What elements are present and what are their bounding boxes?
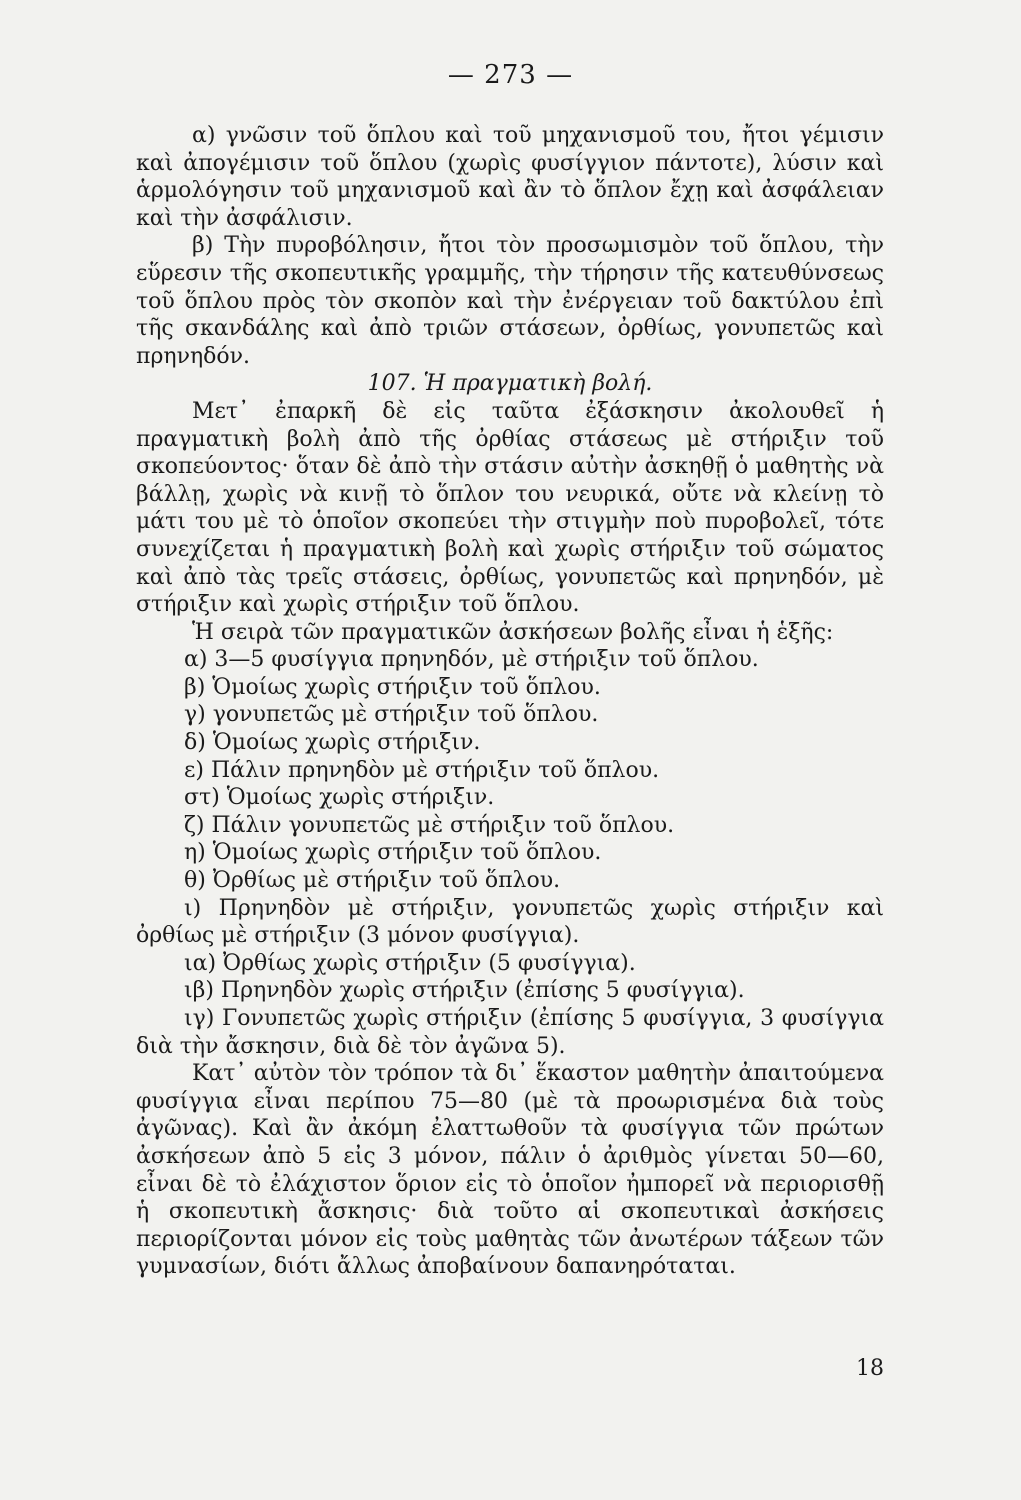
paragraph-real-shooting: Μετ᾿ ἐπαρκῆ δὲ εἰς ταῦτα ἐξάσκησιν ἀκολουθεῖ ἡ πραγματικὴ βολὴ ἀπὸ τῆς ὀρθίας στάσεως μὲ στήριξιν τοῦ σκοπεύοντος· ὅταν δὲ ἀπὸ τὴν στάσιν αὐτὴν ἀσκηθῇ ὁ μαθητὴς νὰ βάλλῃ, χωρὶς νὰ κινῇ τὸ ὅπλον του νευρικά, οὔτε νὰ κλείνῃ τὸ μάτι του μὲ τὸ ὁποῖον σκοπεύει τὴν στιγμὴν ποὺ πυροβολεῖ, τότε συνεχίζεται ἡ πραγματικὴ βολὴ καὶ χωρὶς στήριξιν τοῦ σώματος καὶ ἀπὸ τὰς τρεῖς στάσεις, ὀρθίως, γονυπετῶς καὶ πρηνηδόν, μὲ στήριξιν καὶ χωρὶς στήριξιν τοῦ ὅπλου. (136, 398, 884, 618)
paragraph-beta: β) Τὴν πυροβόλησιν, ἤτοι τὸν προσωμισμὸν τοῦ ὅπλου, τὴν εὕρεσιν τῆς σκοπευτικῆς γραμμῆς, τὴν τήρησιν τῆς κατευθύνσεως τοῦ ὅπλου πρὸς τὸν σκοπὸν καὶ τὴν ἐνέργειαν τοῦ δακτύλου ἐπὶ τῆς σκανδάλης καὶ ἀπὸ τριῶν στάσεων, ὀρθίως, γονυπετῶς καὶ πρηνηδόν. (136, 233, 884, 369)
page-number: — 273 — (447, 60, 574, 90)
list-item: β) Ὁμοίως χωρὶς στήριξιν τοῦ ὅπλου. (184, 674, 601, 700)
list-item: ια) Ὀρθίως χωρὶς στήριξιν (5 φυσίγγια). (184, 950, 636, 976)
paragraph-exercise-order: Ἡ σειρὰ τῶν πραγματικῶν ἀσκήσεων βολῆς εἶναι ἡ ἑξῆς: (192, 619, 834, 645)
paragraph-alpha: α) γνῶσιν τοῦ ὅπλου καὶ τοῦ μηχανισμοῦ του, ἤτοι γέμισιν καὶ ἀπογέμισιν τοῦ ὅπλου (χωρὶς φυσίγγιον πάντοτε), λύσιν καὶ ἁρμολόγησιν τοῦ μηχανισμοῦ καὶ ἂν τὸ ὅπλον ἔχῃ καὶ ἀσφάλειαν καὶ τὴν ἀσφάλισιν. (136, 123, 884, 231)
list-item: ε) Πάλιν πρηνηδὸν μὲ στήριξιν τοῦ ὅπλου. (184, 757, 660, 783)
list-item: ι) Πρηνηδὸν μὲ στήριξιν, γονυπετῶς χωρὶς στήριξιν καὶ ὀρθίως μὲ στήριξιν (3 μόνον φυσίγγια). (136, 895, 884, 949)
list-item: θ) Ὀρθίως μὲ στήριξιν τοῦ ὅπλου. (184, 868, 561, 894)
list-item: γ) γονυπετῶς μὲ στήριξιν τοῦ ὅπλου. (184, 702, 599, 728)
list-item: η) Ὁμοίως χωρὶς στήριξιν τοῦ ὅπλου. (184, 840, 602, 866)
list-item: ζ) Πάλιν γονυπετῶς μὲ στήριξιν τοῦ ὅπλου. (184, 812, 675, 838)
paragraph-conclusion: Κατ᾿ αὐτὸν τὸν τρόπον τὰ δι᾿ ἕκαστον μαθητὴν ἀπαιτούμενα φυσίγγια εἶναι περίπου 75—80 (μὲ τὰ προωρισμένα διὰ τοὺς ἀγῶνας). Καὶ ἂν ἀκόμη ἐλαττωθοῦν τὰ φυσίγγια τῶν πρώτων ἀσκήσεων ἀπὸ 5 εἰς 3 μόνον, πάλιν ὁ ἀριθμὸς γίνεται 50—60, εἶναι δὲ τὸ ἐλάχιστον ὅριον εἰς τὸ ὁποῖον ἠμπορεῖ νὰ περιορισθῇ ἡ σκοπευτικὴ ἄσκησις· διὰ τοῦτο αἱ σκοπευτικαὶ ἀσκήσεις περιορίζονται μόνον εἰς τοὺς μαθητὰς τῶν ἀνωτέρων τάξεων τῶν γυμνασίων, διότι ἄλλως ἀποβαίνουν δαπανηρόταται. (136, 1061, 884, 1280)
list-item: ιβ) Πρηνηδὸν χωρὶς στήριξιν (ἐπίσης 5 φυσίγγια). (184, 978, 745, 1004)
body-text (136, 122, 884, 1281)
list-item: α) 3—5 φυσίγγια πρηνηδόν, μὲ στήριξιν τοῦ ὅπλου. (184, 647, 759, 673)
list-item: ιγ) Γονυπετῶς χωρὶς στήριξιν (ἐπίσης 5 φυσίγγια, 3 φυσίγγια διὰ τὴν ἄσκησιν, διὰ δὲ τὸν ἀγῶνα 5). (136, 1006, 884, 1059)
signature-mark: 18 (856, 1356, 884, 1381)
list-item: στ) Ὁμοίως χωρὶς στήριξιν. (184, 785, 495, 811)
list-item: δ) Ὁμοίως χωρὶς στήριξιν. (184, 730, 481, 756)
section-heading: 107. Ἡ πραγματικὴ βολή. (367, 371, 653, 397)
